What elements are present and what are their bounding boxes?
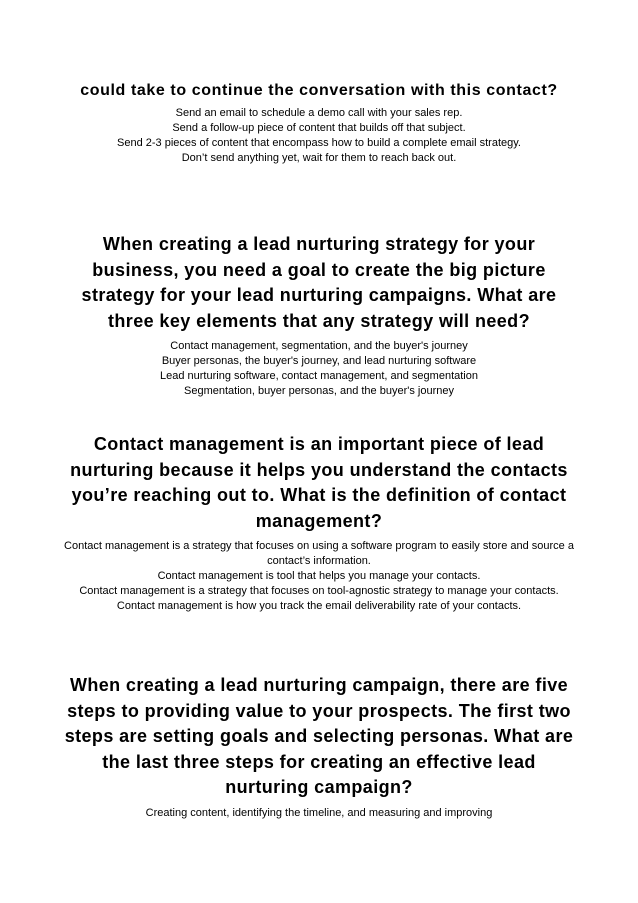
answer-option: Segmentation, buyer personas, and the buyer's journey <box>184 385 454 397</box>
question-text: When creating a lead nurturing campaign, there are five steps to providing value to your prospects. The first two steps are setting goals and selecting personas. What are the last three steps for creating an effective lead nurturing campaign? <box>64 675 574 797</box>
answer-option: Contact management is tool that helps you manage your contacts. <box>157 570 481 582</box>
answer-list <box>66 339 572 399</box>
question-text: Contact management is an important piece of lead nurturing because it helps you understand the contacts you’re reaching out to. What is the definition of contact management? <box>70 434 568 531</box>
question-text: could take to continue the conversation with this contact? <box>80 82 558 99</box>
answer-option: Contact management, segmentation, and the buyer's journey <box>170 340 468 352</box>
question-block <box>62 432 576 614</box>
answer-option: Creating content, identifying the timeline, and measuring and improving <box>145 806 493 819</box>
answer-option: Contact management is a strategy that focuses on tool-agnostic strategy to manage your contacts. <box>79 585 559 597</box>
answer-list <box>62 806 576 821</box>
answer-list <box>66 106 572 166</box>
answer-option: Contact management is how you track the email deliverability rate of your contacts. <box>116 600 522 612</box>
answer-option: Lead nurturing software, contact management, and segmentation <box>160 370 478 382</box>
answer-option: Buyer personas, the buyer's journey, and lead nurturing software <box>161 355 477 367</box>
answer-option: Send a follow-up piece of content that builds off that subject. <box>172 122 466 134</box>
question-block <box>66 80 572 166</box>
answer-list <box>62 539 576 614</box>
answer-option: Don’t send anything yet, wait for them to reach back out. <box>181 152 457 164</box>
question-block <box>62 673 576 821</box>
answer-option: Send an email to schedule a demo call with your sales rep. <box>175 107 463 119</box>
answer-option: Send 2-3 pieces of content that encompass how to build a complete email strategy. <box>117 137 521 149</box>
question-block <box>66 232 572 399</box>
answer-option: Contact management is a strategy that focuses on using a software program to easily store and source a contact’s information. <box>64 540 574 567</box>
question-text: When creating a lead nurturing strategy for your business, you need a goal to create the big picture strategy for your lead nurturing campaigns. What are three key elements that any strategy will need? <box>81 234 557 331</box>
